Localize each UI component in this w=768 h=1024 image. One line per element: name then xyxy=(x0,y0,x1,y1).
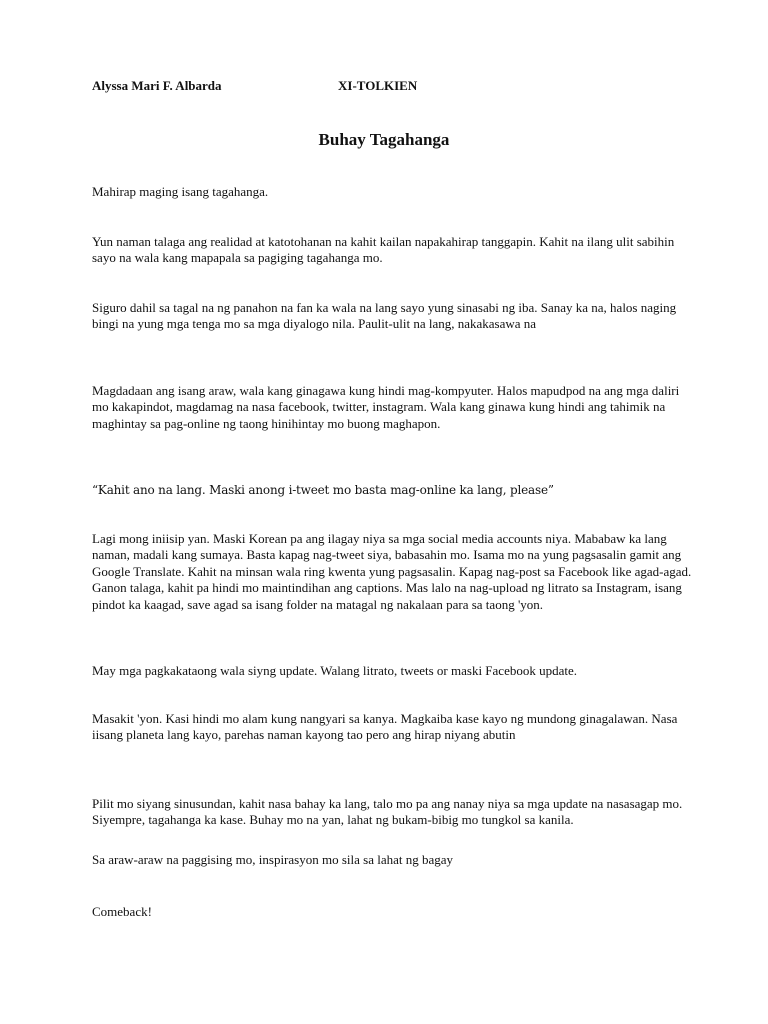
paragraph-11: Comeback! xyxy=(92,904,152,919)
author-name: Alyssa Mari F. Albarda xyxy=(92,78,222,93)
paragraph-6: Lagi mong iniisip yan. Maski Korean pa ang ilagay niya sa mga social media accounts niya. Mababaw ka lang naman, madali kang sumaya. Basta kapag nag-tweet siya, babasahin mo. Isama mo na yung pagsasalin gamit ang Google Translate. Kahit na minsan wala ring kwenta yung pagsasalin. Kapag nag-post sa Facebook like agad-agad. Ganon talaga, kahit pa hindi mo maintindihan ang captions. Mas lalo na nag-upload ng litrato sa Instagram, isang pindot ka kaagad, save agad sa isang folder na matagal ng nakalaan para sa taong 'yon. xyxy=(92,531,692,612)
paragraph-2: Yun naman talaga ang realidad at katotohanan na kahit kailan napakahirap tanggapin. Kahit na ilang ulit sabihin sayo na wala kang mapapala sa pagiging tagahanga mo. xyxy=(92,234,675,266)
paragraph-7: May mga pagkakataong wala siyng update. Walang litrato, tweets or maski Facebook update. xyxy=(92,663,577,678)
paragraph-4: Magdadaan ang isang araw, wala kang ginagawa kung hindi mag-kompyuter. Halos mapudpod na ang mga daliri mo kakapindot, magdamag na nasa facebook, twitter, instagram. Wala kang ginawa kung hindi ang tahimik na maghintay sa pag-online ng taong hinihintay mo buong maghapon. xyxy=(92,383,680,431)
document-title: Buhay Tagahanga xyxy=(318,130,450,149)
paragraph-10: Sa araw-araw na paggising mo, inspirasyon mo sila sa lahat ng bagay xyxy=(92,852,454,867)
paragraph-quote: “Kahit ano na lang. Maski anong i-tweet mo basta mag-online ka lang, please” xyxy=(92,483,554,497)
paragraph-8: Masakit 'yon. Kasi hindi mo alam kung nangyari sa kanya. Magkaiba kase kayo ng mundong ginagalawan. Nasa iisang planeta lang kayo, parehas naman kayong tao pero ang hirap niyang abutin xyxy=(92,711,678,743)
document-header xyxy=(92,78,418,94)
paragraph-9: Pilit mo siyang sinusundan, kahit nasa bahay ka lang, talo mo pa ang nanay niya sa mga update na nasasagap mo. Siyempre, tagahanga ka kase. Buhay mo na yan, lahat ng bukam-bibig mo tungkol sa kanila. xyxy=(92,796,683,828)
paragraph-1: Mahirap maging isang tagahanga. xyxy=(92,184,269,199)
class-section: XI-TOLKIEN xyxy=(338,78,418,93)
paragraph-3: Siguro dahil sa tagal na ng panahon na fan ka wala na lang sayo yung sinasabi ng iba. Sanay ka na, halos naging bingi na yung mga tenga mo sa mga diyalogo nila. Paulit-ulit na lang, nakakasawa na xyxy=(92,300,677,332)
